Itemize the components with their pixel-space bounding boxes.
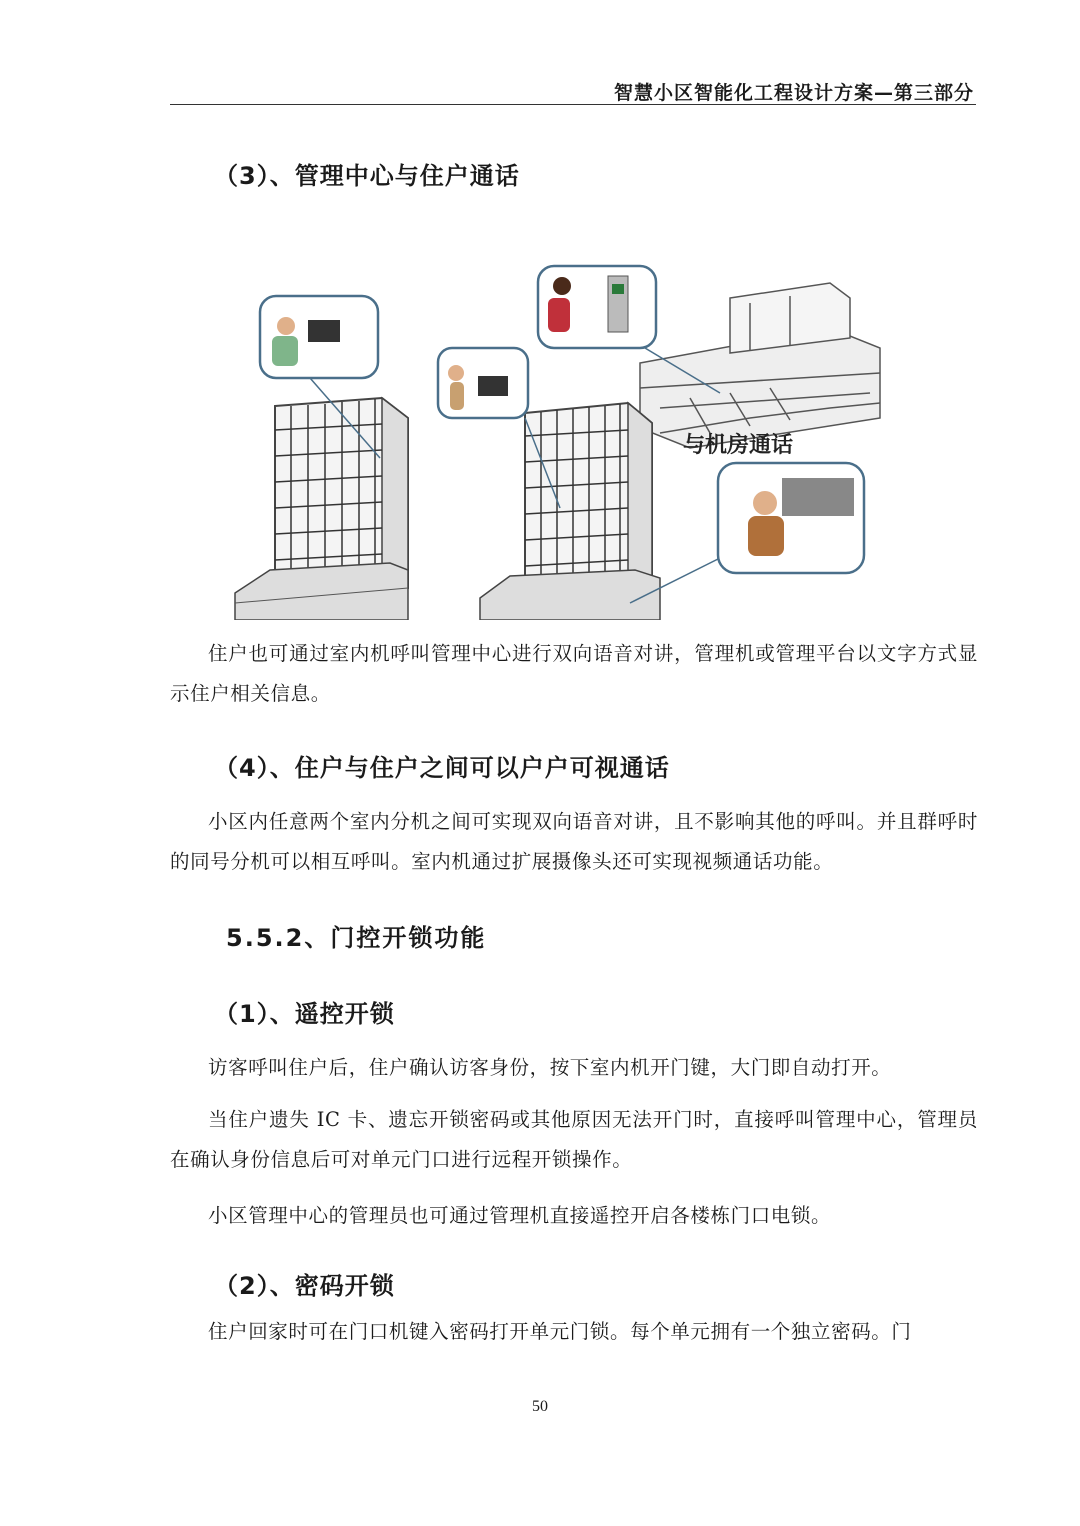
remote-unlock-paragraph-1: 访客呼叫住户后，住户确认访客身份，按下室内机开门键，大门即自动打开。 [208, 1056, 892, 1079]
door-station-bubble [538, 266, 656, 348]
section-heading-password-unlock: （2）、密码开锁 [214, 1272, 395, 1300]
resident-bubble [438, 348, 528, 418]
section-3-paragraph: 住户也可通过室内机呼叫管理中心进行双向语音对讲，管理机或管理平台以文字方式显示住户相关信息。 [170, 642, 978, 705]
section-heading-5-5-2: 5.5.2、门控开锁功能 [226, 924, 487, 952]
intercom-illustration [230, 258, 900, 620]
middle-building [480, 403, 660, 620]
section-heading-3: （3）、管理中心与住户通话 [214, 162, 520, 190]
section-heading-remote-unlock: （1）、遥控开锁 [214, 1000, 395, 1028]
remote-unlock-paragraph-3: 小区管理中心的管理员也可通过管理机直接遥控开启各楼栋门口电锁。 [208, 1204, 832, 1227]
building-call-diagram [230, 258, 900, 620]
section-4-paragraph: 小区内任意两个室内分机之间可实现双向语音对讲，且不影响其他的呼叫。并且群呼时的同号分机可以相互呼叫。室内机通过扩展摄像头还可实现视频通话功能。 [170, 810, 978, 873]
password-unlock-paragraph: 住户回家时可在门口机键入密码打开单元门锁。每个单元拥有一个独立密码。门 [208, 1320, 912, 1343]
machine-room-bubble [718, 463, 864, 573]
header-title: 智慧小区智能化工程设计方案—第三部分 [613, 82, 974, 104]
remote-unlock-paragraph-2: 当住户遗失 IC 卡、遗忘开锁密码或其他原因无法开门时，直接呼叫管理中心，管理员在确认身份信息后可对单元门口进行远程开锁操作。 [170, 1108, 978, 1171]
left-building [235, 398, 408, 620]
page-header [170, 74, 976, 105]
section-heading-4: （4）、住户与住户之间可以户户可视通话 [214, 754, 670, 782]
figure-label: 与机房通话 [683, 433, 794, 458]
page-number: 50 [532, 1398, 548, 1415]
manager-bubble [260, 296, 378, 378]
machine-room-building-sketch [640, 283, 880, 448]
